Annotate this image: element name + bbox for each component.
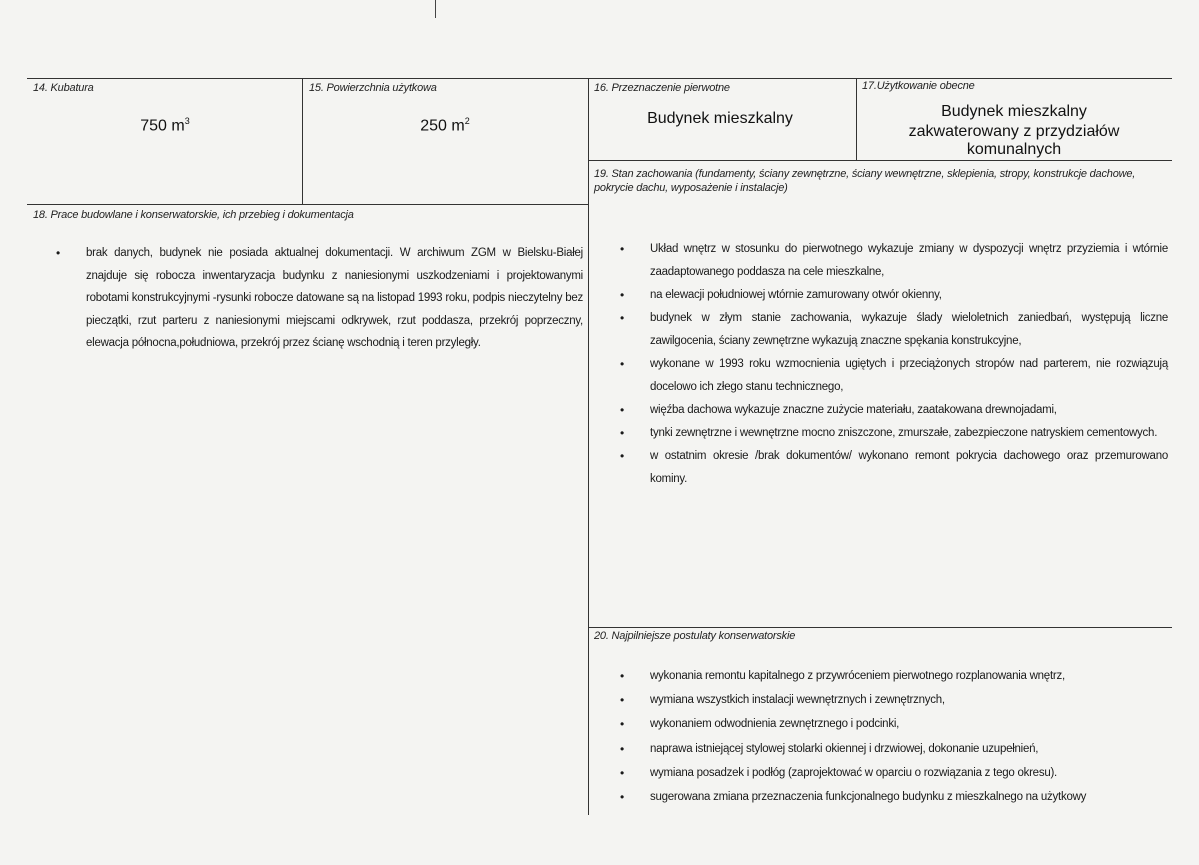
kubatura-unit-exp: 3: [184, 116, 190, 126]
section20-top-border: [588, 627, 1172, 628]
section20-item: • naprawa istniejącej stylowej stolarki okiennej i drzwiowej, dokonanie uzupełnień,: [620, 737, 1168, 761]
section19-item: • budynek w złym stanie zachowania, wykazuje ślady wieloletnich zaniedbań, występują liczne zawilgocenia, ściany zewnętrzne wykazują znaczne spękania konstrukcyjne,: [620, 307, 1168, 353]
section19-item: • wykonane w 1993 roku wzmocnienia ugiętych i przeciążonych stropów nad parterem, nie rozwiązują docelowo ich złego stanu technicznego,: [620, 353, 1168, 399]
kubatura-value: [120, 116, 210, 135]
scan-mark: [435, 0, 436, 18]
center-divider: [588, 78, 589, 815]
section20-label: 20. Najpilniejsze postulaty konserwatorskie: [594, 630, 796, 642]
section19-label: 19. Stan zachowania (fundamenty, ściany zewnętrzne, ściany wewnętrzne, sklepienia, stropy, konstrukcje dachowe, pokrycie dachu, wyposażenie i instalacje): [594, 168, 1136, 194]
section19-top-border: [588, 160, 1172, 161]
section20-item: • wykonaniem odwodnienia zewnętrznego i podcinki,: [620, 712, 1168, 736]
section20-item: • sugerowana zmiana przeznaczenia funkcjonalnego budynku z mieszkalnego na użytkowy: [620, 785, 1168, 809]
powierzchnia-unit-exp: 2: [464, 116, 470, 126]
section19-item: • tynki zewnętrzne i wewnętrzne mocno zniszczone, zmurszałe, zabezpieczone natryskiem cementowych.: [620, 422, 1168, 445]
section19-item: • na elewacji południowej wtórnie zamurowany otwór okienny,: [620, 284, 1168, 307]
powierzchnia-number: 250 m: [420, 117, 465, 135]
uzytkowanie-label: 17.Użytkowanie obecne: [862, 80, 975, 92]
przeznaczenie-label: 16. Przeznaczenie pierwotne: [594, 82, 730, 94]
section18-item: • brak danych, budynek nie posiada aktualnej dokumentacji. W archiwum ZGM w Bielsku-Białej znajduje się robocza inwentaryzacja budynku z naniesionymi uszkodzeniami i projektowanymi robotami konstrukcyjnymi -rysunki robocze datowane są na listopad 1993 roku, podpis nieczytelny bez pieczątki, rzut parteru z naniesionymi miejscami odkrywek, rzut poddasza, przekrój poprzeczny, elewacja północna,południowa, przekrój przez ścianę wschodnią i teren przyległy.: [56, 242, 583, 355]
przeznaczenie-value: Budynek mieszkalny: [647, 110, 793, 127]
section19-item: • więźba dachowa wykazuje znaczne zużycie materiału, zaatakowana drewnojadami,: [620, 399, 1168, 422]
section19-item: • Układ wnętrz w stosunku do pierwotnego wykazuje zmiany w dyspozycji wnętrz przyziemia i wtórnie zaadaptowanego poddasza na cele mieszkalne,: [620, 238, 1168, 284]
uzytkowanie-value-line1: Budynek mieszkalny: [941, 103, 1087, 120]
top-border: [27, 78, 1172, 79]
section20-item: • wykonania remontu kapitalnego z przywróceniem pierwotnego rozplanowania wnętrz,: [620, 664, 1168, 688]
section18-top-border: [27, 204, 588, 205]
divider-14-15: [302, 78, 303, 204]
section20-item: • wymiana wszystkich instalacji wewnętrznych i zewnętrznych,: [620, 688, 1168, 712]
powierzchnia-value: [400, 116, 490, 135]
kubatura-label: 14. Kubatura: [33, 82, 94, 94]
section20-list: [620, 664, 1168, 809]
section19-list: [620, 238, 1168, 491]
uzytkowanie-value-line2: zakwaterowany z przydziałów komunalnych: [908, 123, 1120, 158]
section18-label: 18. Prace budowlane i konserwatorskie, ich przebieg i dokumentacja: [33, 209, 354, 221]
section20-item: • wymiana posadzek i podłóg (zaprojektować w oparciu o rozwiązania z tego okresu).: [620, 761, 1168, 785]
divider-16-17: [856, 78, 857, 160]
section18-list: [56, 242, 583, 355]
powierzchnia-label: 15. Powierzchnia użytkowa: [309, 82, 437, 94]
section19-item: • w ostatnim okresie /brak dokumentów/ wykonano remont pokrycia dachowego oraz przemurowano kominy.: [620, 445, 1168, 491]
kubatura-number: 750 m: [140, 117, 185, 135]
